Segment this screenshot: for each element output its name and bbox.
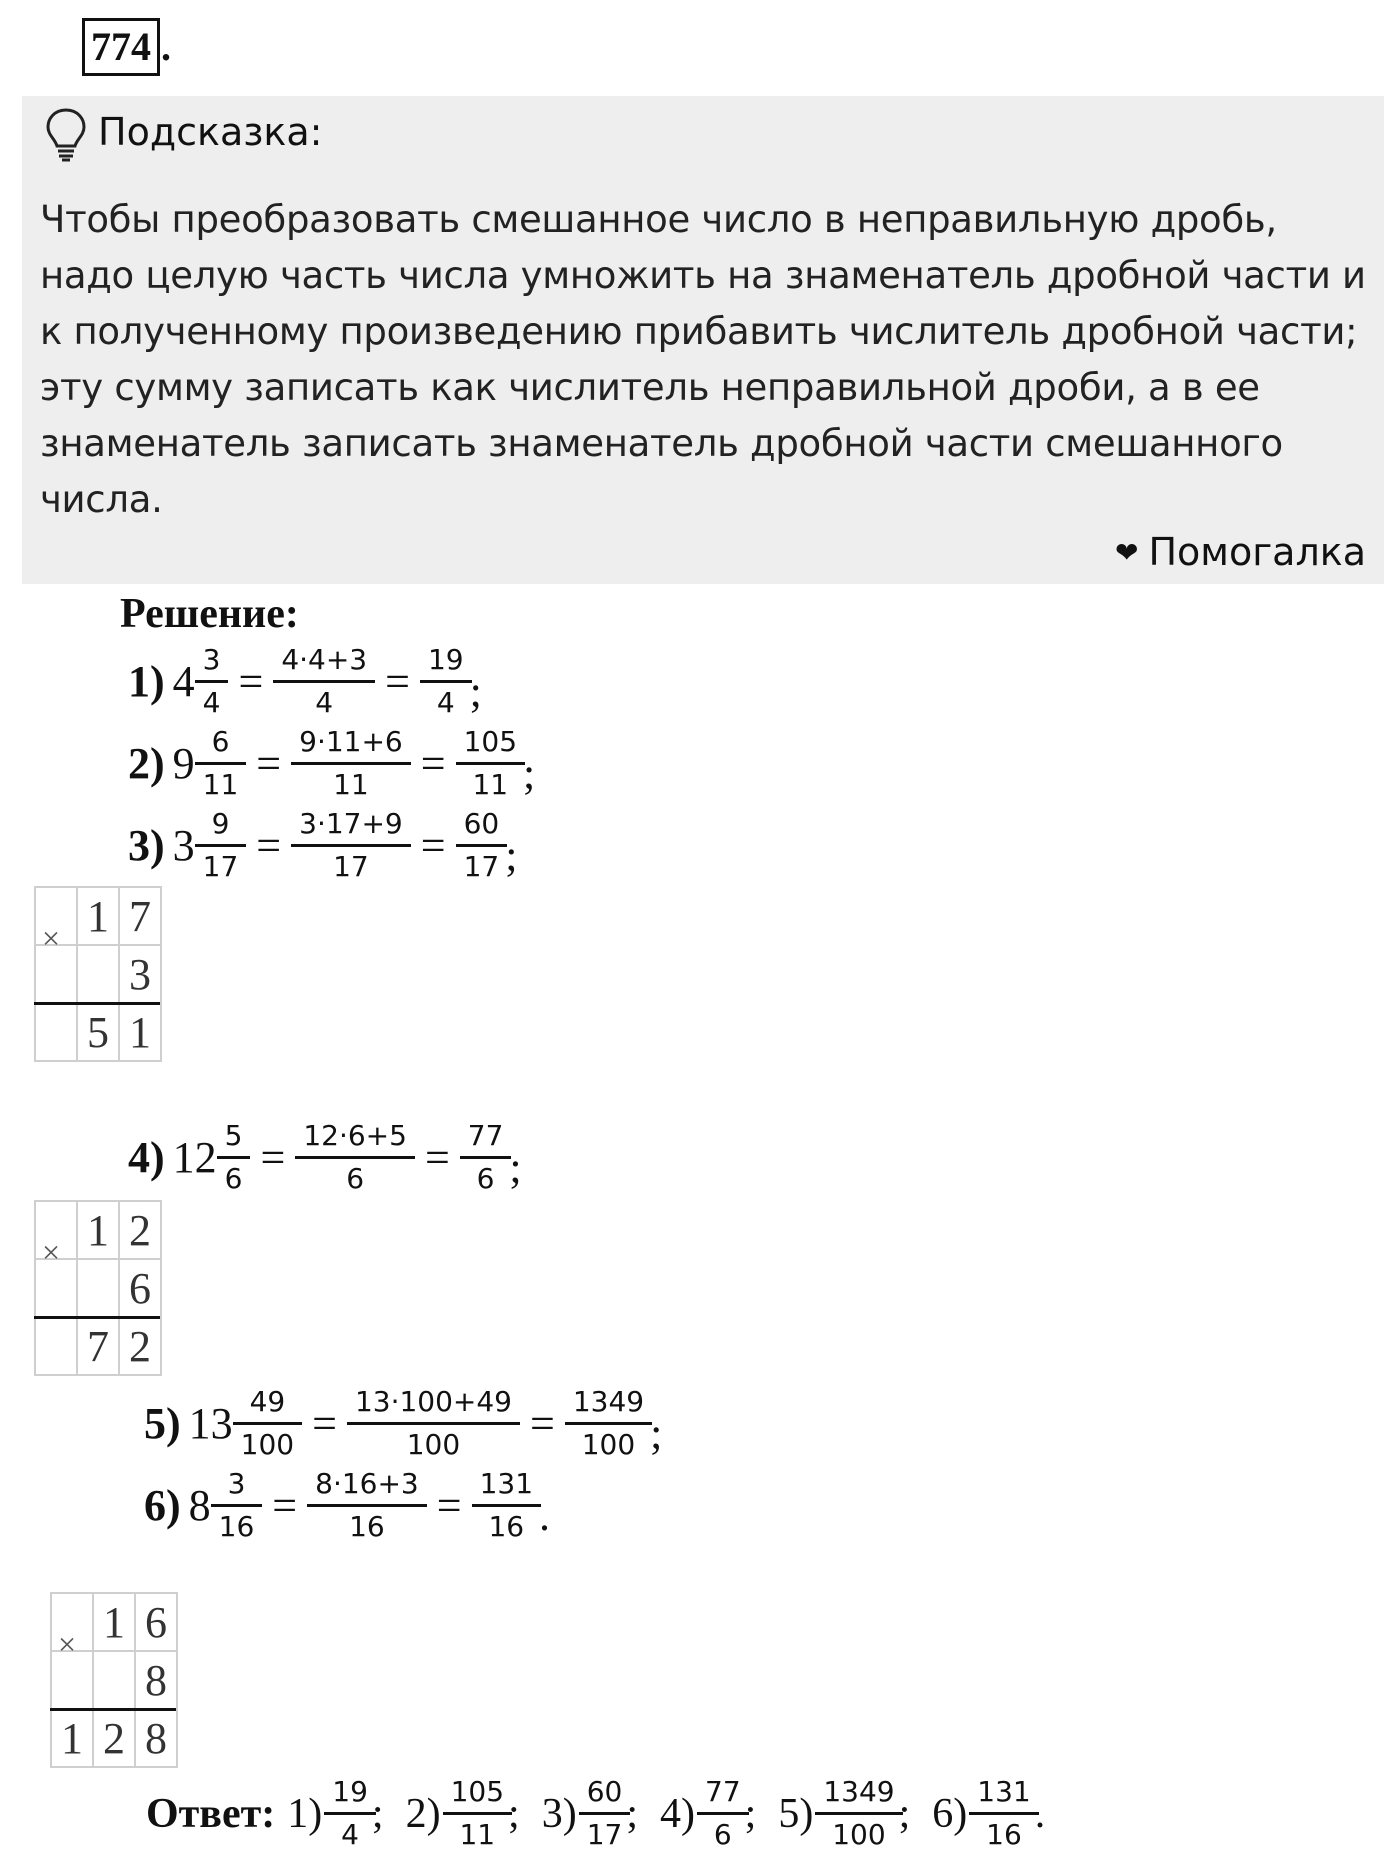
fraction-numerator: 3 <box>202 643 221 676</box>
mixed-fraction-part <box>215 1467 259 1543</box>
result-fraction <box>476 1467 537 1543</box>
result-fraction <box>460 807 504 883</box>
equals-sign: = <box>424 1133 450 1182</box>
fraction-numerator: 4·4+3 <box>281 643 368 676</box>
result-fraction <box>424 643 468 719</box>
digit-cell <box>35 1317 77 1375</box>
multiply-sign: × <box>58 1626 77 1662</box>
answer-fraction <box>973 1775 1034 1851</box>
equals-sign: = <box>312 1399 337 1448</box>
fraction-denominator: 16 <box>307 1504 427 1541</box>
fraction-numerator: 9 <box>211 807 230 840</box>
fraction-denominator: 11 <box>291 762 411 799</box>
answer-fraction <box>583 1775 627 1851</box>
fraction-denominator: 6 <box>460 1156 512 1193</box>
digit-cell: 6 <box>135 1593 177 1651</box>
hint-box <box>22 96 1384 584</box>
fraction-numerator: 3·17+9 <box>299 807 403 840</box>
fraction-denominator: 6 <box>697 1812 749 1849</box>
solution-title: Решение: <box>120 591 299 637</box>
fraction-numerator: 105 <box>450 1775 505 1808</box>
result-rule <box>50 1708 176 1711</box>
fraction-numerator: 131 <box>977 1775 1031 1808</box>
hint-line: к полученному произведению прибавить числитель дробной части; <box>40 310 1358 353</box>
expression-fraction <box>299 1119 411 1195</box>
digit-cell: 1 <box>93 1593 135 1651</box>
step-label: 3) <box>128 821 165 870</box>
fraction-denominator: 16 <box>472 1504 541 1541</box>
fraction-numerator: 60 <box>463 807 500 840</box>
multiply-sign: × <box>42 1234 61 1270</box>
answer-item-label: 4) <box>660 1790 695 1837</box>
digit-cell: 2 <box>93 1709 135 1767</box>
digit-cell: 2 <box>119 1201 161 1259</box>
fraction-numerator: 105 <box>463 725 518 758</box>
punctuation: ; <box>744 1790 757 1837</box>
result-rule <box>34 1316 160 1319</box>
answer-item-label: 5) <box>778 1790 814 1837</box>
equals-sign: = <box>256 739 282 788</box>
multiplication-table <box>50 1592 178 1768</box>
expression-fraction <box>277 643 371 719</box>
mixed-whole-part: 3 <box>172 821 195 870</box>
fraction-numerator: 1349 <box>572 1385 645 1418</box>
punctuation: ; <box>650 1409 663 1458</box>
punctuation: ; <box>626 1790 638 1837</box>
digit-cell <box>77 945 119 1003</box>
fraction-denominator: 100 <box>565 1422 652 1459</box>
answer-line <box>146 1775 1067 1851</box>
equals-sign: = <box>238 657 264 706</box>
result-fraction <box>460 725 521 801</box>
hint-line: знаменатель записать знаменатель дробной части смешанного <box>40 422 1283 465</box>
punctuation: ; <box>898 1790 911 1837</box>
fraction-numerator: 19 <box>332 1775 368 1808</box>
equation-step <box>128 1119 522 1195</box>
hint-line: числа. <box>40 478 163 521</box>
fraction-numerator: 12·6+5 <box>303 1119 407 1152</box>
answer-item <box>405 1775 520 1851</box>
hint-line: надо целую часть числа умножить на знаменатель дробной части и <box>40 254 1366 297</box>
multiplication-row <box>35 1317 161 1375</box>
equals-sign: = <box>385 657 410 706</box>
punctuation: ; <box>469 667 482 716</box>
fraction-denominator: 17 <box>456 844 508 881</box>
digit-cell: 1 <box>119 1003 161 1061</box>
fraction-numerator: 77 <box>467 1119 504 1152</box>
mixed-whole-part: 8 <box>188 1481 211 1530</box>
expression-fraction <box>295 807 407 883</box>
fraction-denominator: 17 <box>195 844 247 881</box>
equation-step <box>128 643 482 719</box>
hint-line: эту сумму записать как числитель неправильной дроби, а в ее <box>40 366 1260 409</box>
step-label: 6) <box>144 1481 181 1530</box>
fraction-numerator: 6 <box>211 725 230 758</box>
fraction-denominator: 4 <box>324 1812 376 1849</box>
equals-sign: = <box>530 1399 555 1448</box>
step-label: 4) <box>128 1133 165 1182</box>
mixed-whole-part: 9 <box>172 739 195 788</box>
punctuation: ; <box>508 1790 520 1837</box>
equation-step <box>144 1385 663 1461</box>
punctuation: ; <box>509 1143 522 1192</box>
heart-icon: ❤ <box>1115 536 1139 569</box>
fraction-numerator: 19 <box>427 643 464 676</box>
expression-fraction <box>295 725 407 801</box>
answer-fraction <box>819 1775 898 1851</box>
answer-item-label: 1) <box>287 1790 323 1837</box>
punctuation: ; <box>505 831 518 880</box>
fraction-denominator: 100 <box>815 1812 902 1849</box>
digit-cell: 6 <box>119 1259 161 1317</box>
punctuation: ; <box>523 749 536 798</box>
fraction-numerator: 13·100+49 <box>354 1385 512 1418</box>
fraction-denominator: 17 <box>291 844 411 881</box>
fraction-denominator: 11 <box>443 1812 512 1849</box>
fraction-numerator: 60 <box>586 1775 623 1808</box>
equals-sign: = <box>272 1481 298 1530</box>
fraction-denominator: 100 <box>347 1422 520 1459</box>
multiplication-row <box>35 1003 161 1061</box>
fraction-numerator: 8·16+3 <box>315 1467 419 1500</box>
lightbulb-icon <box>42 106 90 162</box>
answer-fraction <box>447 1775 508 1851</box>
equals-sign: = <box>420 821 446 870</box>
multiplication-grid <box>34 886 162 1062</box>
fraction-denominator: 17 <box>579 1812 631 1849</box>
digit-cell <box>35 1003 77 1061</box>
multiply-sign: × <box>42 920 61 956</box>
fraction-denominator: 11 <box>456 762 525 799</box>
fraction-denominator: 4 <box>420 680 472 717</box>
digit-cell <box>93 1651 135 1709</box>
answer-label: Ответ: <box>146 1790 276 1837</box>
equation-step <box>144 1467 551 1543</box>
fraction-denominator: 11 <box>195 762 247 799</box>
digit-cell: 1 <box>77 1201 119 1259</box>
step-label: 1) <box>128 657 165 706</box>
result-fraction <box>569 1385 648 1461</box>
mixed-whole-part: 12 <box>172 1133 217 1182</box>
punctuation: ; <box>371 1790 384 1837</box>
digit-cell <box>77 1259 119 1317</box>
multiplication-table <box>34 886 162 1062</box>
task-number-text: 774 <box>91 24 151 69</box>
hint-line: Чтобы преобразовать смешанное число в неправильную дробь, <box>40 198 1277 241</box>
digit-cell: 7 <box>77 1317 119 1375</box>
answer-item-label: 2) <box>405 1790 441 1837</box>
hint-title: Подсказка: <box>98 110 323 154</box>
fraction-numerator: 1349 <box>823 1775 895 1808</box>
digit-cell: 5 <box>77 1003 119 1061</box>
fraction-denominator: 16 <box>969 1812 1038 1849</box>
answer-fraction <box>701 1775 745 1851</box>
digit-cell: 8 <box>135 1709 177 1767</box>
multiplication-table <box>34 1200 162 1376</box>
multiplication-row <box>51 1709 177 1767</box>
digit-cell: 7 <box>119 887 161 945</box>
fraction-denominator: 4 <box>273 680 375 717</box>
fraction-numerator: 49 <box>249 1385 286 1418</box>
answer-item-label: 3) <box>541 1790 577 1837</box>
mixed-fraction-part <box>221 1119 247 1195</box>
answer-item <box>778 1775 911 1851</box>
punctuation: . <box>1034 1790 1046 1837</box>
fraction-denominator: 100 <box>233 1422 302 1459</box>
fraction-denominator: 16 <box>211 1504 263 1541</box>
fraction-numerator: 9·11+6 <box>299 725 403 758</box>
step-label: 5) <box>144 1399 181 1448</box>
mixed-fraction-part <box>199 725 243 801</box>
digit-cell: 8 <box>135 1651 177 1709</box>
brand-text: Помогалка <box>1148 530 1366 574</box>
fraction-numerator: 77 <box>705 1775 741 1808</box>
expression-fraction <box>351 1385 516 1461</box>
answer-item-label: 6) <box>932 1790 968 1837</box>
answer-item <box>541 1775 638 1851</box>
equals-sign: = <box>256 821 282 870</box>
equals-sign: = <box>436 1481 462 1530</box>
multiplication-grid <box>34 1200 162 1376</box>
task-number <box>82 18 171 76</box>
mixed-whole-part: 13 <box>188 1399 233 1448</box>
brand-label <box>1115 530 1366 574</box>
fraction-denominator: 6 <box>295 1156 415 1193</box>
mixed-fraction-part <box>199 807 243 883</box>
result-rule <box>34 1002 160 1005</box>
fraction-denominator: 4 <box>195 680 229 717</box>
mixed-fraction-part <box>199 643 225 719</box>
task-number-dot: . <box>161 24 171 69</box>
step-label: 2) <box>128 739 165 788</box>
fraction-numerator: 131 <box>479 1467 534 1500</box>
multiplication-grid <box>50 1592 178 1768</box>
mixed-whole-part: 4 <box>172 657 195 706</box>
punctuation: . <box>539 1491 551 1540</box>
hint-text <box>40 192 1370 528</box>
expression-fraction <box>311 1467 423 1543</box>
equation-step <box>128 807 518 883</box>
equation-step <box>128 725 536 801</box>
mixed-fraction-part <box>237 1385 298 1461</box>
fraction-numerator: 3 <box>227 1467 246 1500</box>
digit-cell: 2 <box>119 1317 161 1375</box>
answer-item <box>932 1775 1046 1851</box>
answer-item <box>287 1775 384 1851</box>
answer-item <box>660 1775 757 1851</box>
digit-cell: 3 <box>119 945 161 1003</box>
fraction-numerator: 5 <box>224 1119 243 1152</box>
answer-fraction <box>328 1775 372 1851</box>
fraction-denominator: 6 <box>217 1156 251 1193</box>
result-fraction <box>464 1119 508 1195</box>
equals-sign: = <box>260 1133 286 1182</box>
equals-sign: = <box>420 739 446 788</box>
digit-cell: 1 <box>51 1709 93 1767</box>
digit-cell: 1 <box>77 887 119 945</box>
